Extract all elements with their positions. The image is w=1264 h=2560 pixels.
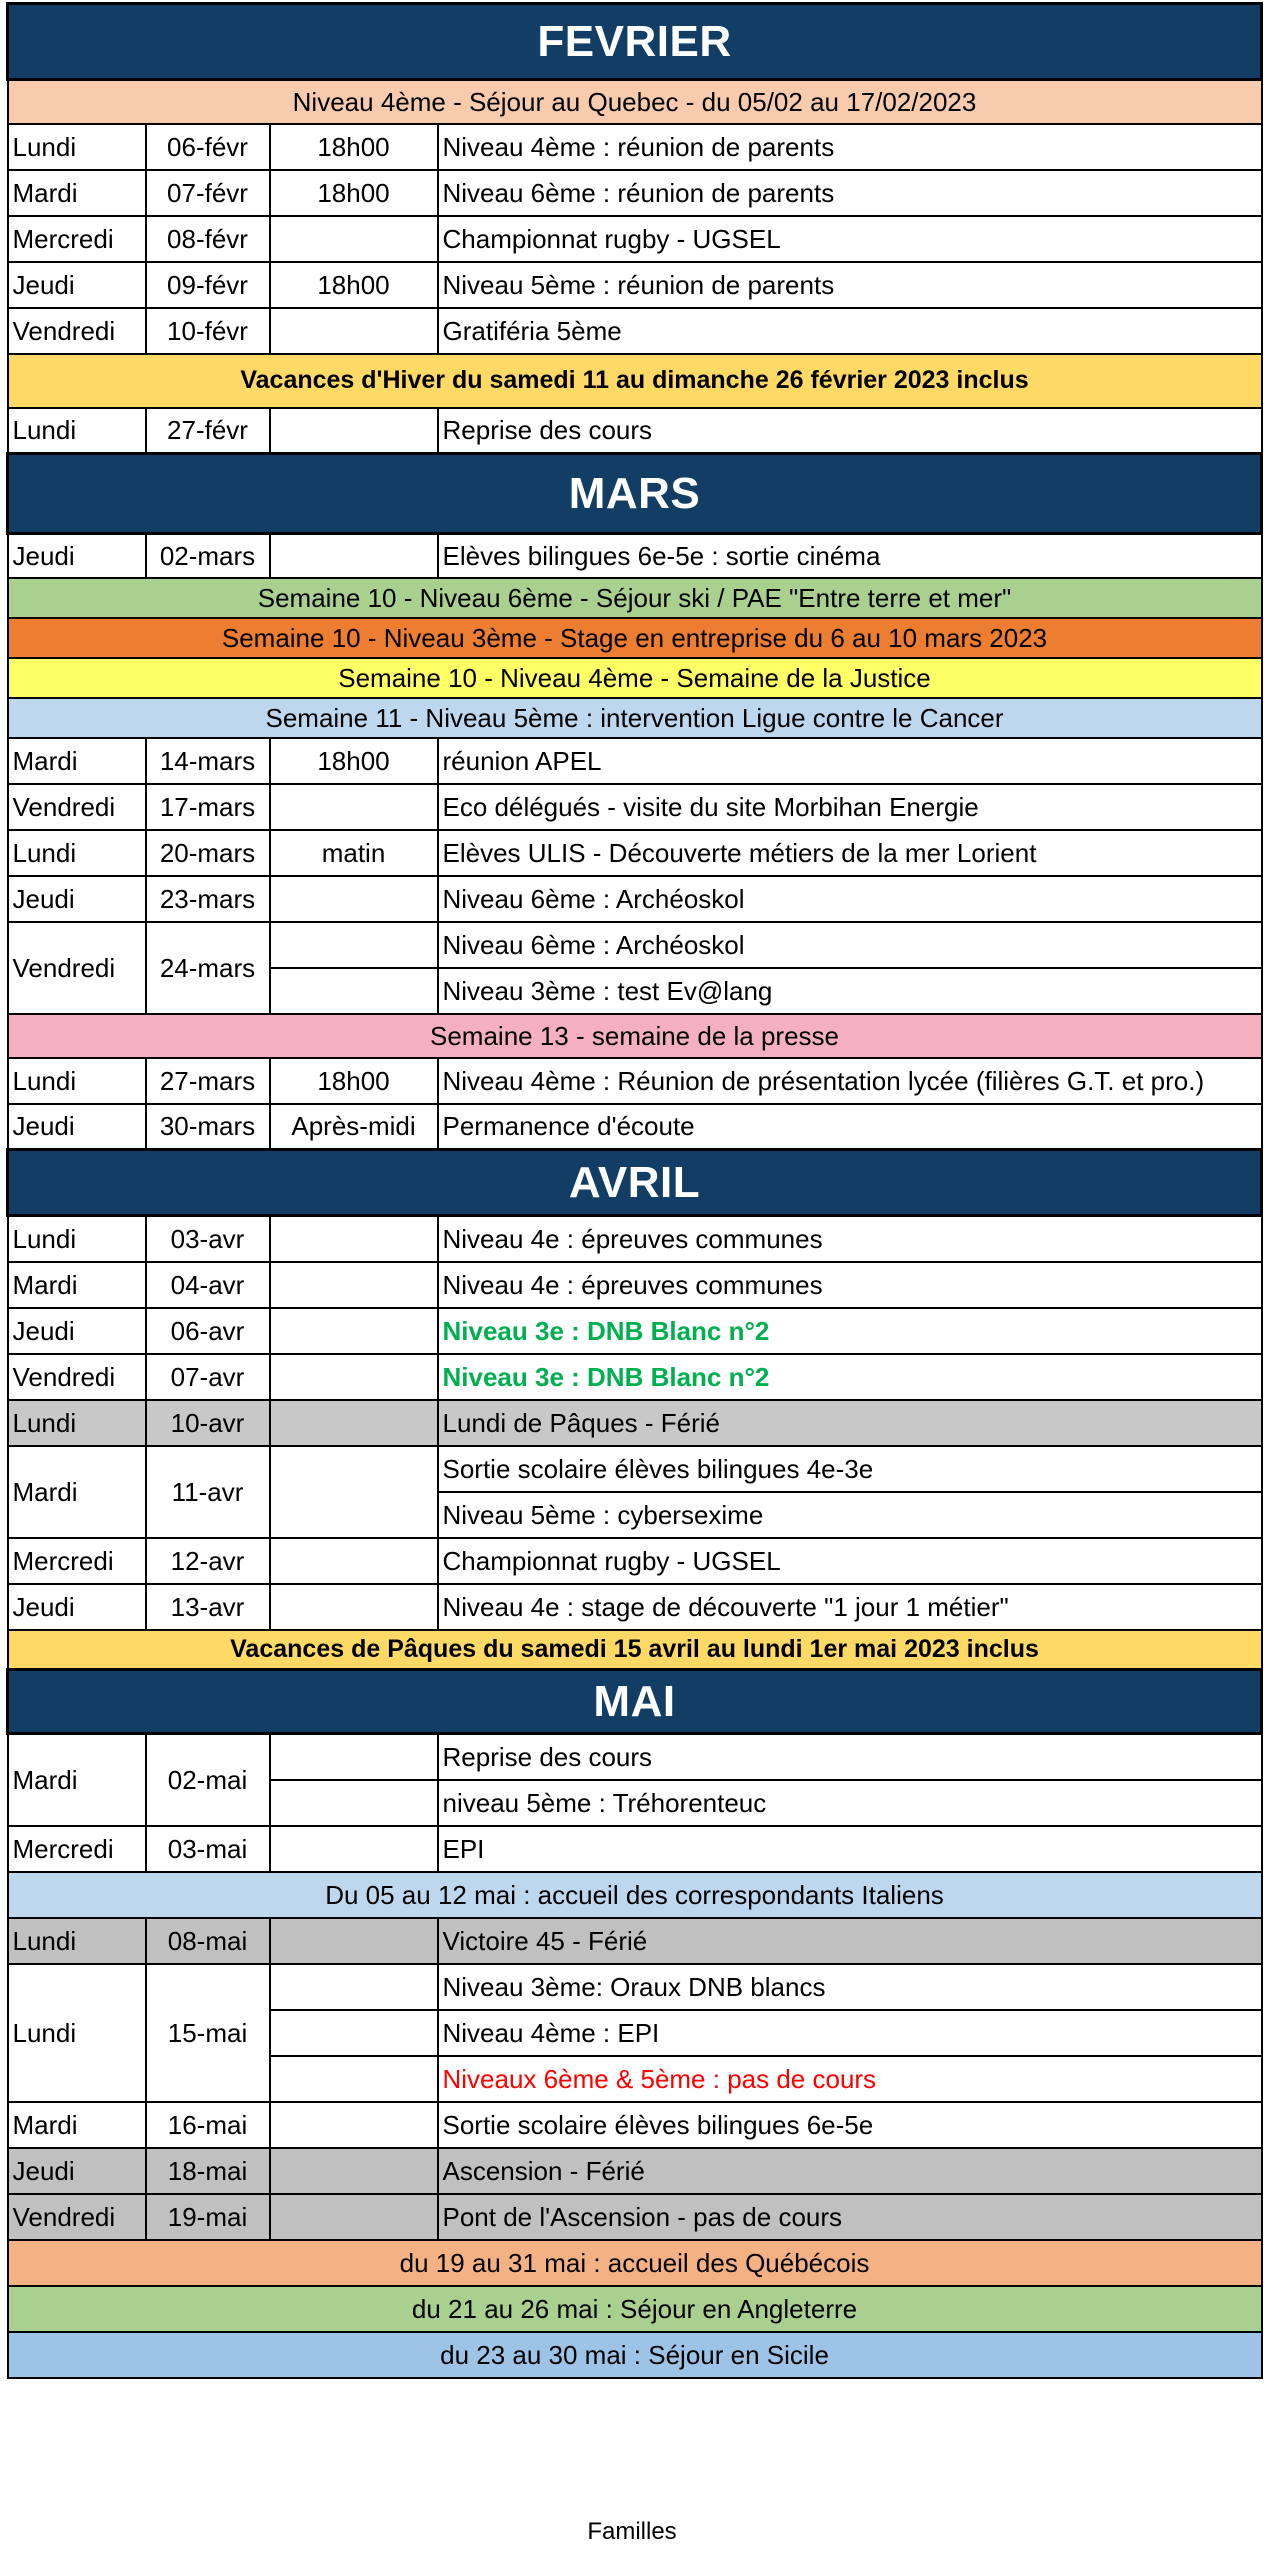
event-cell: Niveau 4ème : EPI bbox=[438, 2010, 1262, 2056]
day-cell: Lundi bbox=[8, 1918, 146, 1964]
date-cell: 08-févr bbox=[146, 216, 270, 262]
month-title: FEVRIER bbox=[8, 4, 1262, 80]
event-cell: Niveau 4ème : réunion de parents bbox=[438, 124, 1262, 170]
time-cell bbox=[270, 968, 438, 1014]
banner-row bbox=[8, 1014, 1262, 1058]
banner-row bbox=[8, 2332, 1262, 2378]
day-cell: Lundi bbox=[8, 1216, 146, 1262]
date-cell: 14-mars bbox=[146, 738, 270, 784]
date-cell: 08-mai bbox=[146, 1918, 270, 1964]
time-cell bbox=[270, 2102, 438, 2148]
time-cell: 18h00 bbox=[270, 170, 438, 216]
event-cell: Niveau 4e : stage de découverte "1 jour 1 métier" bbox=[438, 1584, 1262, 1630]
time-cell bbox=[270, 2148, 438, 2194]
banner-row bbox=[8, 658, 1262, 698]
event-cell: Reprise des cours bbox=[438, 1734, 1262, 1780]
date-cell: 18-mai bbox=[146, 2148, 270, 2194]
time-cell bbox=[270, 1400, 438, 1446]
time-cell bbox=[270, 1826, 438, 1872]
month-title: MAI bbox=[8, 1670, 1262, 1734]
date-cell: 17-mars bbox=[146, 784, 270, 830]
table-row bbox=[8, 1584, 1262, 1630]
time-cell bbox=[270, 1584, 438, 1630]
day-cell: Jeudi bbox=[8, 262, 146, 308]
event-cell: Elèves bilingues 6e-5e : sortie cinéma bbox=[438, 534, 1262, 578]
table-row-holiday bbox=[8, 2194, 1262, 2240]
table-row bbox=[8, 1262, 1262, 1308]
table-row bbox=[8, 922, 1262, 968]
table-row bbox=[8, 1354, 1262, 1400]
vacances-row bbox=[8, 1630, 1262, 1670]
date-cell: 03-mai bbox=[146, 1826, 270, 1872]
date-cell: 02-mars bbox=[146, 534, 270, 578]
time-cell bbox=[270, 1964, 438, 2010]
date-cell: 09-févr bbox=[146, 262, 270, 308]
day-cell: Mercredi bbox=[8, 1826, 146, 1872]
event-cell: Sortie scolaire élèves bilingues 4e-3e bbox=[438, 1446, 1262, 1492]
day-cell: Mardi bbox=[8, 738, 146, 784]
day-cell: Jeudi bbox=[8, 534, 146, 578]
event-cell: Niveau 4ème : Réunion de présentation lycée (filières G.T. et pro.) bbox=[438, 1058, 1262, 1104]
banner-row bbox=[8, 1872, 1262, 1918]
banner-text: Semaine 13 - semaine de la presse bbox=[8, 1014, 1262, 1058]
banner-text: Du 05 au 12 mai : accueil des correspondants Italiens bbox=[8, 1872, 1262, 1918]
banner-row bbox=[8, 80, 1262, 124]
date-cell: 06-avr bbox=[146, 1308, 270, 1354]
day-cell: Lundi bbox=[8, 1400, 146, 1446]
date-cell: 10-avr bbox=[146, 1400, 270, 1446]
day-cell: Jeudi bbox=[8, 876, 146, 922]
day-cell: Mardi bbox=[8, 1734, 146, 1826]
event-cell: Sortie scolaire élèves bilingues 6e-5e bbox=[438, 2102, 1262, 2148]
time-cell: 18h00 bbox=[270, 124, 438, 170]
date-cell: 11-avr bbox=[146, 1446, 270, 1538]
time-cell bbox=[270, 2056, 438, 2102]
event-cell: Eco délégués - visite du site Morbihan Energie bbox=[438, 784, 1262, 830]
banner-row bbox=[8, 618, 1262, 658]
table-row-holiday bbox=[8, 2148, 1262, 2194]
month-header-mars bbox=[8, 454, 1262, 534]
date-cell: 15-mai bbox=[146, 1964, 270, 2102]
time-cell bbox=[270, 1446, 438, 1538]
vacances-text: Vacances d'Hiver du samedi 11 au dimanche 26 février 2023 inclus bbox=[8, 354, 1262, 408]
table-row bbox=[8, 876, 1262, 922]
banner-text: Niveau 4ème - Séjour au Quebec - du 05/02 au 17/02/2023 bbox=[8, 80, 1262, 124]
time-cell bbox=[270, 1538, 438, 1584]
event-cell: Championnat rugby - UGSEL bbox=[438, 1538, 1262, 1584]
month-title: MARS bbox=[8, 454, 1262, 534]
date-cell: 06-févr bbox=[146, 124, 270, 170]
table-row bbox=[8, 1734, 1262, 1780]
event-cell: Niveau 5ème : cybersexime bbox=[438, 1492, 1262, 1538]
table-row bbox=[8, 308, 1262, 354]
time-cell bbox=[270, 876, 438, 922]
date-cell: 13-avr bbox=[146, 1584, 270, 1630]
event-cell: Elèves ULIS - Découverte métiers de la mer Lorient bbox=[438, 830, 1262, 876]
table-row-holiday bbox=[8, 1400, 1262, 1446]
event-cell: EPI bbox=[438, 1826, 1262, 1872]
time-cell bbox=[270, 1262, 438, 1308]
date-cell: 19-mai bbox=[146, 2194, 270, 2240]
date-cell: 03-avr bbox=[146, 1216, 270, 1262]
time-cell bbox=[270, 1918, 438, 1964]
month-header-avril bbox=[8, 1150, 1262, 1216]
table-row bbox=[8, 738, 1262, 784]
time-cell bbox=[270, 922, 438, 968]
date-cell: 30-mars bbox=[146, 1104, 270, 1150]
date-cell: 20-mars bbox=[146, 830, 270, 876]
table-row bbox=[8, 1216, 1262, 1262]
table-row bbox=[8, 1446, 1262, 1492]
banner-text: Semaine 11 - Niveau 5ème : intervention Ligue contre le Cancer bbox=[8, 698, 1262, 738]
banner-text: Semaine 10 - Niveau 6ème - Séjour ski / PAE "Entre terre et mer" bbox=[8, 578, 1262, 618]
event-cell: Niveau 6ème : Archéoskol bbox=[438, 876, 1262, 922]
vacances-text: Vacances de Pâques du samedi 15 avril au lundi 1er mai 2023 inclus bbox=[8, 1630, 1262, 1670]
table-row bbox=[8, 216, 1262, 262]
day-cell: Vendredi bbox=[8, 784, 146, 830]
table-row bbox=[8, 1104, 1262, 1150]
table-row bbox=[8, 262, 1262, 308]
time-cell bbox=[270, 408, 438, 454]
event-cell: Niveau 6ème : réunion de parents bbox=[438, 170, 1262, 216]
banner-text: du 23 au 30 mai : Séjour en Sicile bbox=[8, 2332, 1262, 2378]
event-cell: Niveau 6ème : Archéoskol bbox=[438, 922, 1262, 968]
day-cell: Jeudi bbox=[8, 1104, 146, 1150]
time-cell bbox=[270, 534, 438, 578]
event-cell: Gratiféria 5ème bbox=[438, 308, 1262, 354]
event-cell: réunion APEL bbox=[438, 738, 1262, 784]
time-cell bbox=[270, 2194, 438, 2240]
table-row bbox=[8, 1964, 1262, 2010]
time-cell bbox=[270, 2010, 438, 2056]
table-row bbox=[8, 784, 1262, 830]
day-cell: Vendredi bbox=[8, 2194, 146, 2240]
day-cell: Vendredi bbox=[8, 922, 146, 1014]
time-cell bbox=[270, 216, 438, 262]
time-cell bbox=[270, 308, 438, 354]
time-cell bbox=[270, 1354, 438, 1400]
date-cell: 24-mars bbox=[146, 922, 270, 1014]
event-cell: Lundi de Pâques - Férié bbox=[438, 1400, 1262, 1446]
day-cell: Jeudi bbox=[8, 1584, 146, 1630]
banner-text: du 19 au 31 mai : accueil des Québécois bbox=[8, 2240, 1262, 2286]
day-cell: Mardi bbox=[8, 1262, 146, 1308]
month-header-fevrier bbox=[8, 4, 1262, 80]
date-cell: 23-mars bbox=[146, 876, 270, 922]
event-cell: Pont de l'Ascension - pas de cours bbox=[438, 2194, 1262, 2240]
banner-row bbox=[8, 578, 1262, 618]
day-cell: Mardi bbox=[8, 2102, 146, 2148]
day-cell: Lundi bbox=[8, 1964, 146, 2102]
event-cell: Niveau 3ème : test Ev@lang bbox=[438, 968, 1262, 1014]
banner-row bbox=[8, 698, 1262, 738]
table-row bbox=[8, 2102, 1262, 2148]
time-cell bbox=[270, 1216, 438, 1262]
table-row-holiday bbox=[8, 1918, 1262, 1964]
footer-label: Familles bbox=[587, 2518, 677, 2545]
table-row bbox=[8, 170, 1262, 216]
day-cell: Mardi bbox=[8, 1446, 146, 1538]
day-cell: Jeudi bbox=[8, 1308, 146, 1354]
table-row bbox=[8, 1826, 1262, 1872]
table-row bbox=[8, 408, 1262, 454]
event-cell: niveau 5ème : Tréhorenteuc bbox=[438, 1780, 1262, 1826]
time-cell bbox=[270, 1308, 438, 1354]
date-cell: 10-févr bbox=[146, 308, 270, 354]
event-cell: Niveau 4e : épreuves communes bbox=[438, 1216, 1262, 1262]
table-row bbox=[8, 534, 1262, 578]
date-cell: 16-mai bbox=[146, 2102, 270, 2148]
day-cell: Mercredi bbox=[8, 216, 146, 262]
date-cell: 12-avr bbox=[146, 1538, 270, 1584]
day-cell: Vendredi bbox=[8, 308, 146, 354]
day-cell: Lundi bbox=[8, 124, 146, 170]
day-cell: Mardi bbox=[8, 170, 146, 216]
event-cell: Victoire 45 - Férié bbox=[438, 1918, 1262, 1964]
banner-text: Semaine 10 - Niveau 3ème - Stage en entreprise du 6 au 10 mars 2023 bbox=[8, 618, 1262, 658]
day-cell: Vendredi bbox=[8, 1354, 146, 1400]
day-cell: Lundi bbox=[8, 830, 146, 876]
table-row bbox=[8, 1538, 1262, 1584]
time-cell bbox=[270, 784, 438, 830]
event-cell: Permanence d'écoute bbox=[438, 1104, 1262, 1150]
banner-text: du 21 au 26 mai : Séjour en Angleterre bbox=[8, 2286, 1262, 2332]
time-cell bbox=[270, 1780, 438, 1826]
banner-row bbox=[8, 2286, 1262, 2332]
vacances-row bbox=[8, 354, 1262, 408]
event-cell: Niveau 3e : DNB Blanc n°2 bbox=[438, 1308, 1262, 1354]
table-row bbox=[8, 1308, 1262, 1354]
time-cell: 18h00 bbox=[270, 1058, 438, 1104]
time-cell: Après-midi bbox=[270, 1104, 438, 1150]
day-cell: Lundi bbox=[8, 408, 146, 454]
time-cell: 18h00 bbox=[270, 262, 438, 308]
event-cell: Niveaux 6ème & 5ème : pas de cours bbox=[438, 2056, 1262, 2102]
calendar-table bbox=[6, 2, 1263, 2379]
event-cell: Niveau 3ème: Oraux DNB blancs bbox=[438, 1964, 1262, 2010]
date-cell: 02-mai bbox=[146, 1734, 270, 1826]
event-cell: Niveau 5ème : réunion de parents bbox=[438, 262, 1262, 308]
time-cell: matin bbox=[270, 830, 438, 876]
date-cell: 04-avr bbox=[146, 1262, 270, 1308]
event-cell: Championnat rugby - UGSEL bbox=[438, 216, 1262, 262]
table-row bbox=[8, 1058, 1262, 1104]
event-cell: Niveau 4e : épreuves communes bbox=[438, 1262, 1262, 1308]
month-title: AVRIL bbox=[8, 1150, 1262, 1216]
date-cell: 27-févr bbox=[146, 408, 270, 454]
event-cell: Niveau 3e : DNB Blanc n°2 bbox=[438, 1354, 1262, 1400]
date-cell: 07-avr bbox=[146, 1354, 270, 1400]
day-cell: Mercredi bbox=[8, 1538, 146, 1584]
table-row bbox=[8, 124, 1262, 170]
day-cell: Jeudi bbox=[8, 2148, 146, 2194]
event-cell: Reprise des cours bbox=[438, 408, 1262, 454]
banner-text: Semaine 10 - Niveau 4ème - Semaine de la Justice bbox=[8, 658, 1262, 698]
table-row bbox=[8, 830, 1262, 876]
time-cell bbox=[270, 1734, 438, 1780]
date-cell: 07-févr bbox=[146, 170, 270, 216]
time-cell: 18h00 bbox=[270, 738, 438, 784]
month-header-mai bbox=[8, 1670, 1262, 1734]
banner-row bbox=[8, 2240, 1262, 2286]
event-cell: Ascension - Férié bbox=[438, 2148, 1262, 2194]
date-cell: 27-mars bbox=[146, 1058, 270, 1104]
day-cell: Lundi bbox=[8, 1058, 146, 1104]
